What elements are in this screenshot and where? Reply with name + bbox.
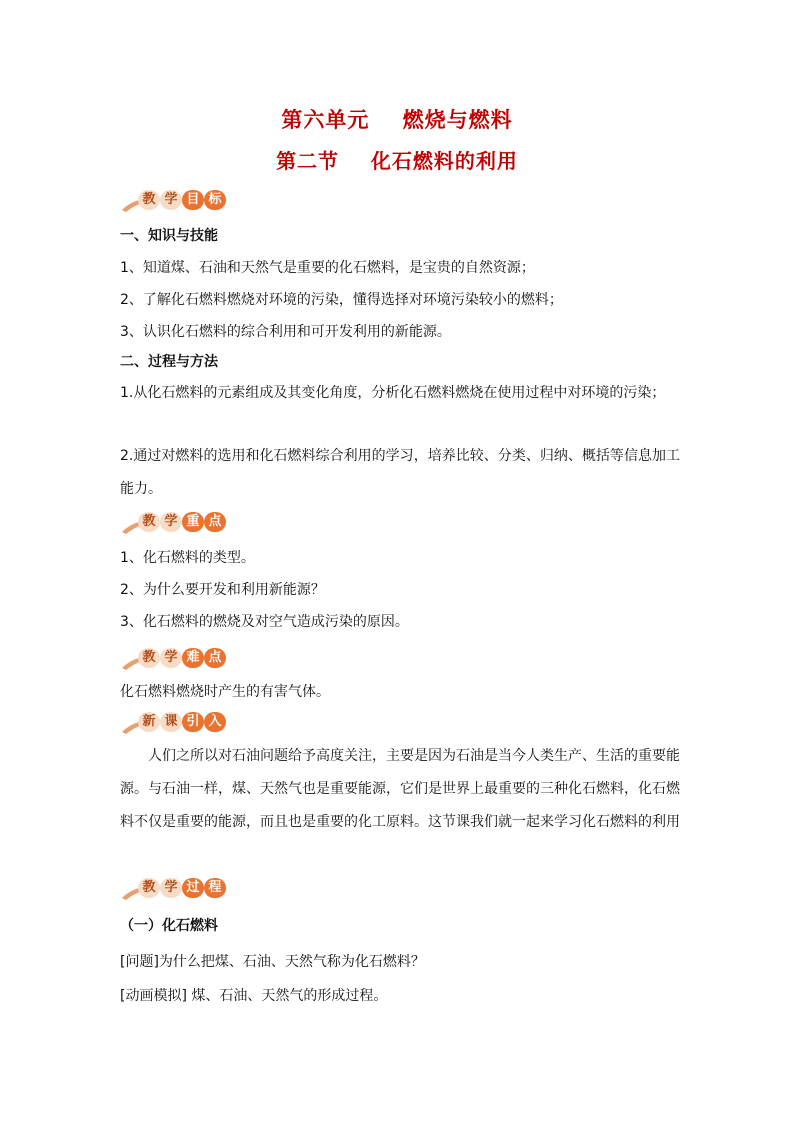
badge-char: 标 — [204, 190, 226, 210]
badge-char: 学 — [160, 878, 182, 898]
badge-char: 点 — [204, 512, 226, 532]
process-item: 2.通过对燃料的选用和化石燃料综合利用的学习，培养比较、分类、归纳、概括等信息加工能力。 — [120, 448, 680, 497]
badge-teaching-goals — [120, 188, 230, 214]
key-point-item: 3、化石燃料的燃烧及对空气造成污染的原因。 — [120, 614, 409, 630]
unit-title: 第六单元 燃烧与燃料 — [281, 108, 513, 132]
heading-knowledge-skills: 一、知识与技能 — [120, 228, 218, 244]
badge-difficulties — [120, 646, 230, 672]
badge-char: 引 — [182, 712, 204, 732]
badge-process — [120, 876, 230, 902]
badge-char: 点 — [204, 648, 226, 668]
process-item: 1.从化石燃料的元素组成及其变化角度，分析化石燃料燃烧在使用过程中对环境的污染； — [120, 385, 666, 401]
badge-char: 过 — [182, 878, 204, 898]
section-title: 第二节 化石燃料的利用 — [276, 149, 518, 173]
badge-char: 教 — [138, 190, 160, 210]
badge-char: 重 — [182, 512, 204, 532]
key-point-item: 2、为什么要开发和利用新能源？ — [120, 582, 325, 598]
badge-char: 学 — [160, 648, 182, 668]
badge-char: 新 — [138, 712, 160, 732]
difficulty-item: 化石燃料燃烧时产生的有害气体。 — [120, 684, 330, 700]
badge-key-points — [120, 510, 230, 536]
badge-char: 学 — [160, 512, 182, 532]
badge-intro — [120, 710, 230, 736]
badge-char: 入 — [204, 712, 226, 732]
badge-char: 学 — [160, 190, 182, 210]
badge-char: 教 — [138, 878, 160, 898]
badge-char: 目 — [182, 190, 204, 210]
badge-char: 难 — [182, 648, 204, 668]
goal-item: 2、了解化石燃料燃烧对环境的污染，懂得选择对环境污染较小的燃料； — [120, 292, 563, 308]
key-point-item: 1、化石燃料的类型。 — [120, 550, 255, 566]
intro-paragraph: 人们之所以对石油问题给予高度关注，主要是因为石油是当今人类生产、生活的重要能源。与石油一样，煤、天然气也是重要能源，它们是世界上最重要的三种化石燃料，化石燃料不仅是重要的能源，而且也是重要的化工原料。这节课我们就一起来学习化石燃料的利用 — [120, 748, 680, 830]
question-item: [问题]为什么把煤、石油、天然气称为化石燃料？ — [120, 954, 425, 970]
badge-char: 教 — [138, 512, 160, 532]
goal-item: 3、认识化石燃料的综合利用和可开发利用的新能源。 — [120, 324, 451, 340]
animation-item: [动画模拟] 煤、石油、天然气的形成过程。 — [120, 988, 388, 1004]
heading-fossil-fuels: （一）化石燃料 — [120, 918, 218, 934]
badge-char: 课 — [160, 712, 182, 732]
badge-char: 教 — [138, 648, 160, 668]
badge-char: 程 — [204, 878, 226, 898]
heading-process-method: 二、过程与方法 — [120, 354, 218, 370]
goal-item: 1、知道煤、石油和天然气是重要的化石燃料，是宝贵的自然资源； — [120, 260, 535, 276]
